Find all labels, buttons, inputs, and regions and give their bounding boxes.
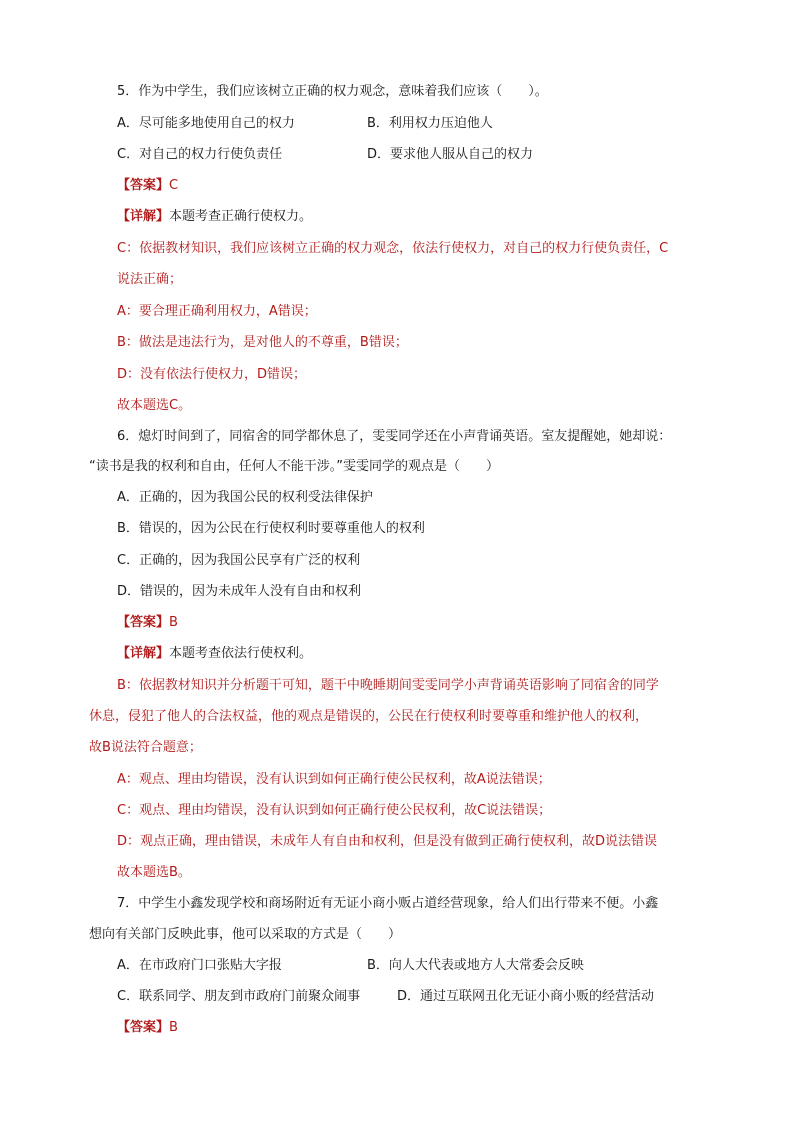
answer-value: B [169,1020,178,1035]
q5-conclusion: 故本题选C。 [117,398,192,413]
answer-value: B [169,615,178,630]
q6-answer [117,614,178,632]
q5-explain-c-line1: C：依据教材知识，我们应该树立正确的权力观念，依法行使权力，对自己的权力行使负责任，C [117,241,669,256]
q5-option-b: B．利用权力压迫他人 [367,116,493,131]
q5-answer [117,177,178,195]
q7-option-d: D．通过互联网丑化无证小商小贩的经营活动 [397,989,655,1004]
q7-stem-line1: 7．中学生小鑫发现学校和商场附近有无证小商小贩占道经营现象，给人们出行带来不便。小鑫 [117,896,659,911]
explain-tag: 【详解】 [117,646,170,661]
q6-conclusion: 故本题选B。 [117,865,191,880]
q5-explain-b: B：做法是违法行为，是对他人的不尊重，B错误； [117,335,408,350]
q6-explain-b-line1: B：依据教材知识并分析题干可知，题干中晚睡期间雯雯同学小声背诵英语影响了同宿舍的同学 [117,678,659,693]
answer-tag: 【答案】 [117,615,170,630]
q6-explain-b-line2: 休息，侵犯了他人的合法权益，他的观点是错误的，公民在行使权利时要尊重和维护他人的权利， [89,709,649,724]
q5-explanation-header [117,208,312,226]
q5-option-d: D．要求他人服从自己的权力 [367,147,534,162]
q6-stem-line1: 6．熄灯时间到了，同宿舍的同学都休息了，雯雯同学还在小声背诵英语。室友提醒她，她却说： [117,429,672,444]
q6-stem-line2: “读书是我的权利和自由，任何人不能干涉。”雯雯同学的观点是（ ） [89,459,499,474]
q6-explanation-header [117,645,312,663]
q6-option-c: C．正确的，因为我国公民享有广泛的权利 [117,553,361,568]
q6-option-b: B．错误的，因为公民在行使权利时要尊重他人的权利 [117,521,425,536]
q6-explain-c: C：观点、理由均错误，没有认识到如何正确行使公民权利，故C说法错误； [117,803,552,818]
explain-intro: 本题考查正确行使权力。 [169,209,313,224]
answer-value: C [169,178,179,193]
q7-answer [117,1019,178,1037]
q7-option-a: A．在市政府门口张贴大字报 [117,958,282,973]
q6-option-d: D．错误的，因为未成年人没有自由和权利 [117,584,362,599]
answer-tag: 【答案】 [117,178,170,193]
q5-stem: 5．作为中学生，我们应该树立正确的权力观念，意味着我们应该（ ）。 [117,84,548,99]
q7-option-b: B．向人大代表或地方人大常委会反映 [367,958,584,973]
answer-tag: 【答案】 [117,1020,170,1035]
q6-explain-b-line3: 故B说法符合题意； [89,740,202,755]
q5-explain-d: D：没有依法行使权力，D错误； [117,367,307,382]
q7-stem-line2: 想向有关部门反映此事，他可以采取的方式是（ ） [89,927,402,942]
q7-option-c: C．联系同学、朋友到市政府门前聚众闹事 [117,989,361,1004]
q6-explain-a: A：观点、理由均错误，没有认识到如何正确行使公民权利，故A说法错误； [117,772,551,787]
explain-tag: 【详解】 [117,209,170,224]
q6-option-a: A．正确的，因为我国公民的权利受法律保护 [117,490,373,505]
q5-explain-c-line2: 说法正确； [117,272,183,287]
q5-explain-a: A：要合理正确利用权力，A错误； [117,304,317,319]
q5-option-c: C．对自己的权力行使负责任 [117,147,283,162]
q6-explain-d: D：观点正确，理由错误，未成年人有自由和权利，但是没有做到正确行使权利，故D说法错误 [117,834,658,849]
q5-option-a: A．尽可能多地使用自己的权力 [117,116,295,131]
explain-intro: 本题考查依法行使权利。 [169,646,313,661]
